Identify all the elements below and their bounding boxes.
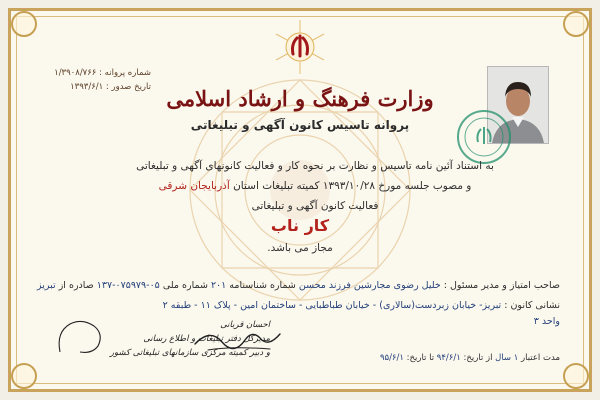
iran-emblem-icon [272,18,328,76]
license-title: پروانه تاسیس کانون آگهی و تبلیغاتی [190,118,410,132]
validity-from: ۹۴/۶/۱ [436,353,461,363]
validity-row [330,353,560,363]
unit: واحد ۳ [533,316,560,327]
corner-ornament-icon [563,363,589,389]
signatory-title-1: مدیرکل دفتر تبلیغات و اطلاع رسانی [143,334,270,344]
validity: ۱ سال [495,353,519,363]
id-label: شماره شناسنامه [229,280,296,291]
holder-name: خلیل رضوی مجارشین فرزند [328,280,441,291]
father-name: محسن [298,280,326,291]
signature-flourish [52,312,132,358]
issued-label: صادره از [58,280,94,291]
agency-name: کار ناب [270,216,330,235]
license-number-label: شماره پروانه : [99,68,151,78]
validity-to-label: تا تاریخ: [406,353,435,363]
issue-date: ۱۳۹۳/۶/۱ [70,82,104,92]
id-number: ۲۰۱ [210,280,227,291]
handwritten-signature [190,322,285,356]
corner-ornament-icon [11,363,37,389]
national-label: شماره ملی [162,280,208,291]
session-date: ۱۳۹۳/۱۰/۲۸ [322,180,376,192]
signatory-title-2: و دبیر کمیته مرکزی سازمانهای تبلیغاتی کشور [109,348,270,358]
signatory-name: احسان قربانی [220,320,270,330]
address-label: نشانی کانون : [504,300,560,311]
text-line-2-b: کمیته تبلیغات استان [233,180,320,192]
holder-row [37,280,560,291]
validity-label: مدت اعتبار [521,353,560,363]
corner-ornament-icon [11,11,37,37]
permitted-text: مجاز می باشد. [267,242,333,254]
validity-from-label: از تاریخ: [463,353,493,363]
text-line-3: فعالیت کانون آگهی و تبلیغاتی [251,200,379,212]
license-number: ۱/۳۹۰۸/۷۶۶ [54,68,97,78]
text-line-2-a: و مصوب جلسه مورخ [378,180,472,192]
validity-to: ۹۵/۶/۱ [379,353,404,363]
holder-label: صاحب امتیاز و مدیر مسئول : [443,280,560,291]
text-line-1: به استناد آئین نامه تاسیس و نظارت بر نحوه کار و فعالیت کانونهای آگهی و تبلیغاتی [136,160,494,172]
issued-place: تبریز [37,280,56,291]
text-line-2 [110,180,520,192]
corner-ornament-icon [563,11,589,37]
address-row [40,300,560,311]
national-number: ۰۵-۰۷۵۹۷۹-۱۳۷ [96,280,160,291]
address: تبریز- خیابان زبردست(سالاری) - خیابان طباطبایی - ساختمان امین - پلاک ۱۱ - طبقه ۲ [162,300,502,311]
ministry-seal-icon [455,108,513,166]
issue-date-label: تاریخ صدور : [105,82,151,92]
province: آذربایجان شرقی [158,180,230,192]
ministry-title: وزارت فرهنگ و ارشاد اسلامی [166,86,434,111]
